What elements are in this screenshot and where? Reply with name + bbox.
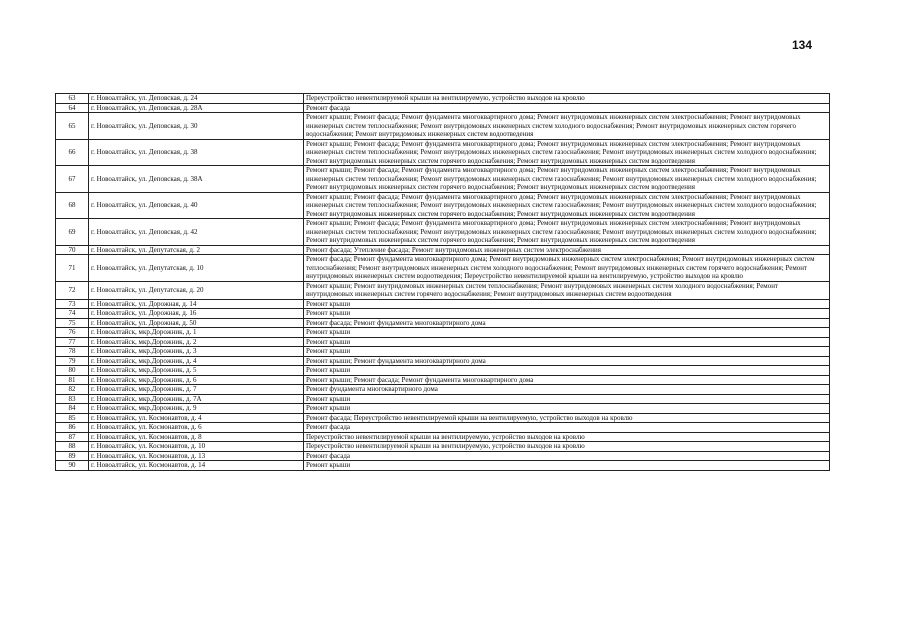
repair-works-table <box>55 93 830 471</box>
row-number: 75 <box>56 318 89 328</box>
row-address: г. Новоалтайск, мкр.Дорожник, д. 1 <box>89 328 304 338</box>
row-number: 66 <box>56 139 89 166</box>
row-works: Ремонт крыши; Ремонт фасада; Ремонт фундамента многоквартирного дома; Ремонт внутридомовых инженерных систем электроснабжения; Ремонт внутридомовых инженерных систем теплоснабжения; Ремонт внутридомовых инженерных систем газоснабжения; Ремонт внутридомовых инженерных систем холодного водоснабжения; Ремонт внутридомовых инженерных систем горячего водоснабжения; Ремонт внутридомовых инженерных систем водоотведения <box>304 192 830 219</box>
row-number: 83 <box>56 394 89 404</box>
row-number: 84 <box>56 404 89 414</box>
table-row <box>56 166 830 193</box>
row-address: г. Новоалтайск, ул. Депутатская, д. 10 <box>89 255 304 282</box>
row-works: Ремонт крыши <box>304 328 830 338</box>
table-row <box>56 94 830 104</box>
row-number: 78 <box>56 347 89 357</box>
row-number: 85 <box>56 413 89 423</box>
row-number: 80 <box>56 366 89 376</box>
table-row <box>56 442 830 452</box>
row-address: г. Новоалтайск, мкр.Дорожник, д. 6 <box>89 375 304 385</box>
row-number: 69 <box>56 219 89 246</box>
table-row <box>56 255 830 282</box>
row-number: 74 <box>56 309 89 319</box>
row-address: г. Новоалтайск, мкр.Дорожник, д. 3 <box>89 347 304 357</box>
row-works: Ремонт крыши <box>304 337 830 347</box>
row-address: г. Новоалтайск, ул. Деповская, д. 24 <box>89 94 304 104</box>
row-address: г. Новоалтайск, ул. Деповская, д. 40 <box>89 192 304 219</box>
row-works: Переустройство невентилируемой крыши на вентилируемую, устройство выходов на кровлю <box>304 442 830 452</box>
table-row <box>56 328 830 338</box>
row-address: г. Новоалтайск, ул. Деповская, д. 38 <box>89 139 304 166</box>
row-address: г. Новоалтайск, ул. Космонавтов, д. 8 <box>89 432 304 442</box>
row-works: Ремонт крыши <box>304 394 830 404</box>
table-row <box>56 451 830 461</box>
row-works: Ремонт крыши <box>304 366 830 376</box>
table-row <box>56 423 830 433</box>
row-address: г. Новоалтайск, ул. Космонавтов, д. 4 <box>89 413 304 423</box>
table-row <box>56 432 830 442</box>
row-number: 81 <box>56 375 89 385</box>
row-address: г. Новоалтайск, ул. Дорожная, д. 16 <box>89 309 304 319</box>
row-number: 79 <box>56 356 89 366</box>
table-row <box>56 413 830 423</box>
row-number: 86 <box>56 423 89 433</box>
row-number: 89 <box>56 451 89 461</box>
row-works: Ремонт крыши; Ремонт фасада; Ремонт фундамента многоквартирного дома <box>304 375 830 385</box>
row-number: 71 <box>56 255 89 282</box>
row-address: г. Новоалтайск, ул. Деповская, д. 38А <box>89 166 304 193</box>
table-row <box>56 309 830 319</box>
row-works: Ремонт крыши <box>304 309 830 319</box>
row-address: г. Новоалтайск, ул. Деповская, д. 42 <box>89 219 304 246</box>
row-number: 68 <box>56 192 89 219</box>
row-address: г. Новоалтайск, мкр.Дорожник, д. 2 <box>89 337 304 347</box>
row-works: Ремонт крыши; Ремонт фундамента многоквартирного дома <box>304 356 830 366</box>
row-number: 88 <box>56 442 89 452</box>
row-works: Переустройство невентилируемой крыши на вентилируемую, устройство выходов на кровлю <box>304 432 830 442</box>
row-works: Ремонт крыши <box>304 299 830 309</box>
row-number: 65 <box>56 113 89 140</box>
row-works: Ремонт крыши; Ремонт фасада; Ремонт фундамента многоквартирного дома; Ремонт внутридомовых инженерных систем электроснабжения; Ремонт внутридомовых инженерных систем теплоснабжения; Ремонт внутридомовых инженерных систем газоснабжения; Ремонт внутридомовых инженерных систем холодного водоснабжения; Ремонт внутридомовых инженерных систем горячего водоснабжения; Ремонт внутридомовых инженерных систем водоотведения <box>304 139 830 166</box>
table-row <box>56 113 830 140</box>
row-number: 70 <box>56 245 89 255</box>
row-works: Ремонт фасада <box>304 103 830 113</box>
row-works: Ремонт крыши; Ремонт внутридомовых инженерных систем теплоснабжения; Ремонт внутридомовых инженерных систем холодного водоснабжения; Ремонт внутридомовых инженерных систем горячего водоснабжения; Ремонт внутридомовых инженерных систем водоотведения <box>304 281 830 299</box>
row-address: г. Новоалтайск, мкр.Дорожник, д. 4 <box>89 356 304 366</box>
row-address: г. Новоалтайск, мкр.Дорожник, д. 9 <box>89 404 304 414</box>
row-address: г. Новоалтайск, мкр.Дорожник, д. 7 <box>89 385 304 395</box>
row-works: Ремонт фасада; Ремонт фундамента многоквартирного дома <box>304 318 830 328</box>
row-works: Ремонт фасада; Утепление фасада; Ремонт внутридомовых инженерных систем электроснабжения <box>304 245 830 255</box>
row-works: Ремонт фасада; Переустройство невентилируемой крыши на вентилируемую, устройство выходов на кровлю <box>304 413 830 423</box>
table-row <box>56 219 830 246</box>
row-works: Ремонт крыши <box>304 347 830 357</box>
table-row <box>56 192 830 219</box>
row-address: г. Новоалтайск, ул. Дорожная, д. 50 <box>89 318 304 328</box>
table-row <box>56 394 830 404</box>
row-works: Переустройство невентилируемой крыши на вентилируемую, устройство выходов на кровлю <box>304 94 830 104</box>
row-number: 82 <box>56 385 89 395</box>
row-address: г. Новоалтайск, мкр.Дорожник, д. 7А <box>89 394 304 404</box>
row-number: 77 <box>56 337 89 347</box>
table-row <box>56 103 830 113</box>
row-works: Ремонт крыши; Ремонт фасада; Ремонт фундамента многоквартирного дома; Ремонт внутридомовых инженерных систем электроснабжения; Ремонт внутридомовых инженерных систем теплоснабжения; Ремонт внутридомовых инженерных систем газоснабжения; Ремонт внутридомовых инженерных систем холодного водоснабжения; Ремонт внутридомовых инженерных систем горячего водоснабжения; Ремонт внутридомовых инженерных систем водоотведения <box>304 219 830 246</box>
row-address: г. Новоалтайск, ул. Космонавтов, д. 10 <box>89 442 304 452</box>
row-works: Ремонт крыши; Ремонт фасада; Ремонт фундамента многоквартирного дома; Ремонт внутридомовых инженерных систем электроснабжения; Ремонт внутридомовых инженерных систем теплоснабжения; Ремонт внутридомовых инженерных систем холодного водоснабжения; Ремонт внутридомовых инженерных систем горячего водоснабжения; Ремонт внутридомовых инженерных систем водоотведения <box>304 113 830 140</box>
table-row <box>56 461 830 471</box>
row-number: 76 <box>56 328 89 338</box>
row-address: г. Новоалтайск, ул. Деповская, д. 28А <box>89 103 304 113</box>
row-address: г. Новоалтайск, ул. Космонавтов, д. 6 <box>89 423 304 433</box>
row-number: 67 <box>56 166 89 193</box>
table-row <box>56 385 830 395</box>
row-works: Ремонт фундамента многоквартирного дома <box>304 385 830 395</box>
table-row <box>56 375 830 385</box>
table-row <box>56 299 830 309</box>
row-address: г. Новоалтайск, ул. Космонавтов, д. 14 <box>89 461 304 471</box>
row-address: г. Новоалтайск, ул. Депутатская, д. 20 <box>89 281 304 299</box>
table-row <box>56 281 830 299</box>
table-row <box>56 356 830 366</box>
row-works: Ремонт крыши <box>304 461 830 471</box>
row-number: 90 <box>56 461 89 471</box>
row-address: г. Новоалтайск, ул. Деповская, д. 30 <box>89 113 304 140</box>
page-number: 134 <box>791 38 812 52</box>
row-number: 72 <box>56 281 89 299</box>
row-works: Ремонт фасада <box>304 451 830 461</box>
table-row <box>56 404 830 414</box>
table-row <box>56 139 830 166</box>
table-row <box>56 337 830 347</box>
table-row <box>56 245 830 255</box>
table-row <box>56 366 830 376</box>
row-works: Ремонт фасада; Ремонт фундамента многоквартирного дома; Ремонт внутридомовых инженерных систем электроснабжения; Ремонт внутридомовых инженерных систем теплоснабжения; Ремонт внутридомовых инженерных систем холодного водоснабжения; Ремонт внутридомовых инженерных систем горячего водоснабжения; Ремонт внутридомовых инженерных систем водоотведения; Переустройство невентилируемой крыши на вентилируемую, устройство выходов на кровлю <box>304 255 830 282</box>
row-number: 64 <box>56 103 89 113</box>
row-works: Ремонт фасада <box>304 423 830 433</box>
row-address: г. Новоалтайск, ул. Депутатская, д. 2 <box>89 245 304 255</box>
row-works: Ремонт крыши <box>304 404 830 414</box>
row-works: Ремонт крыши; Ремонт фасада; Ремонт фундамента многоквартирного дома; Ремонт внутридомовых инженерных систем электроснабжения; Ремонт внутридомовых инженерных систем теплоснабжения; Ремонт внутридомовых инженерных систем газоснабжения; Ремонт внутридомовых инженерных систем холодного водоснабжения; Ремонт внутридомовых инженерных систем горячего водоснабжения; Ремонт внутридомовых инженерных систем водоотведения <box>304 166 830 193</box>
table-row <box>56 347 830 357</box>
row-address: г. Новоалтайск, мкр.Дорожник, д. 5 <box>89 366 304 376</box>
table-body <box>56 94 830 471</box>
row-number: 87 <box>56 432 89 442</box>
row-address: г. Новоалтайск, ул. Дорожная, д. 14 <box>89 299 304 309</box>
row-address: г. Новоалтайск, ул. Космонавтов, д. 13 <box>89 451 304 461</box>
row-number: 73 <box>56 299 89 309</box>
row-number: 63 <box>56 94 89 104</box>
table-row <box>56 318 830 328</box>
